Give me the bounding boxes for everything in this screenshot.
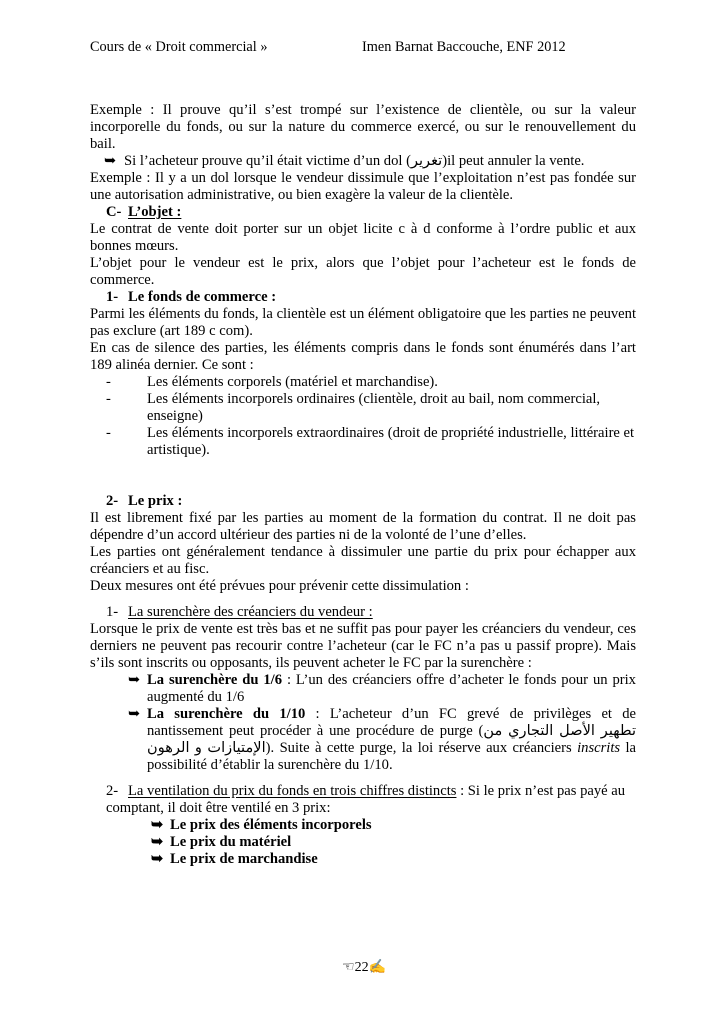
sublist-item: ➥ Le prix de marchandise [151,851,318,867]
paragraph-dol: ➥ Si l’acheteur prouve qu’il était victime d’un dol (تغرير)il peut annuler la vente. [104,153,585,169]
page-header [90,39,638,57]
elements-list [90,374,636,459]
arrow-icon: ➥ [128,706,141,722]
pointing-hand-icon: ☜ [342,960,355,975]
sublist-item: ➥ Le prix du matériel [151,834,292,850]
paragraph-silence: En cas de silence des parties, les éléments compris dans le fonds sont énumérés dans l’art 189 alinéa dernier. Ce sont : [90,340,636,373]
arrow-icon: ➥ [151,817,164,833]
course-title: Cours de « Droit commercial » [90,39,268,55]
paragraph-clientele: Parmi les éléments du fonds, la clientèle est un élément obligatoire que les parties ne peuvent pas exclure (art 189 c com). [90,306,636,339]
heading-prix: 2- Le prix : [106,493,183,509]
paragraph-objet-licite: Le contrat de vente doit porter sur un objet licite c à d conforme à l’ordre public et aux bonnes mœurs. [90,221,636,254]
heading-surenchere: 1- La surenchère des créanciers du vendeur : [106,604,373,620]
author-line: Imen Barnat Baccouche, ENF 2012 [362,39,566,55]
arabic-term: تطهير الأصل التجاري من الإمتيازات و الرهون [147,723,637,756]
arrow-icon: ➥ [151,834,164,850]
heading-fonds: 1- Le fonds de commerce : [106,289,277,305]
paragraph-deux-mesures: Deux mesures ont été prévues pour prévenir cette dissimulation : [90,578,469,594]
paragraph-surenchere: Lorsque le prix de vente est très bas et ne suffit pas pour payer les créanciers du vendeur, ces derniers ne peuvent pas recourir contre l’acheteur (car le FC n’a pas u passif propre). Mais s’ils sont inscrits ou opposants, ils peuvent acheter le FC par la surenchère : [90,621,636,671]
writing-hand-icon: ✍ [368,960,386,975]
paragraph-dissimulation: Les parties ont généralement tendance à dissimuler une partie du prix pour échapper aux créanciers et au fisc. [90,544,636,577]
paragraph-example-2: Exemple : Il y a un dol lorsque le vendeur dissimule que l’exploitation n’est pas fondée sur une autorisation administrative, ou bien exagère la valeur de la clientèle. [90,170,636,203]
paragraph-example-1: Exemple : Il prouve qu’il s’est trompé sur l’existence de clientèle, ou sur la valeur incorporelle du fonds, ou sur la nature du commerce exercé, ou sur le renouvellement du bail. [90,102,636,152]
arrow-icon: ➥ [151,851,164,867]
arabic-term: تغرير [410,153,443,169]
bullet-surenchere-dixieme: ➥ La surenchère du 1/10 : L’acheteur d’un FC grevé de privilèges et de nantissement peut procéder à une procédure de purge (تطهير الأصل التجاري من الإمتيازات و الرهون). Suite à cette purge, la loi réserve aux créanciers inscrits la possibilité d’établir la surenchère du 1/10. [128,706,637,773]
page-footer [0,959,728,976]
heading-ventilation: 2- La ventilation du prix du fonds en trois chiffres distincts : Si le prix n’est pas payé au comptant, il doit être ventilé en 3 prix: [106,783,626,816]
list-item: - Les éléments corporels (matériel et marchandise). [106,374,438,390]
sublist-item: ➥ Le prix des éléments incorporels [151,817,372,833]
arrow-icon: ➥ [128,672,141,688]
heading-objet: C- L’objet : [106,204,182,220]
paragraph-objet-prix: L’objet pour le vendeur est le prix, alors que l’objet pour l’acheteur est le fonds de commerce. [90,255,636,288]
page-body [90,102,636,868]
bullet-surenchere-sixieme: ➥ La surenchère du 1/6 : L’un des créanciers offre d’acheter le fonds pour un prix augmenté du 1/6 [128,672,636,705]
list-item: - Les éléments incorporels extraordinaires (droit de propriété industrielle, littéraire et artistique). [106,425,635,458]
page-number: 22 [354,960,369,975]
paragraph-prix-fixe: Il est librement fixé par les parties au moment de la formation du contrat. Il ne doit pas dépendre d’un accord ultérieur des parties ni de la volonté de l’une d’elles. [90,510,636,543]
list-item: - Les éléments incorporels ordinaires (clientèle, droit au bail, nom commercial, enseigne) [106,391,601,424]
arrow-icon: ➥ [104,153,117,169]
